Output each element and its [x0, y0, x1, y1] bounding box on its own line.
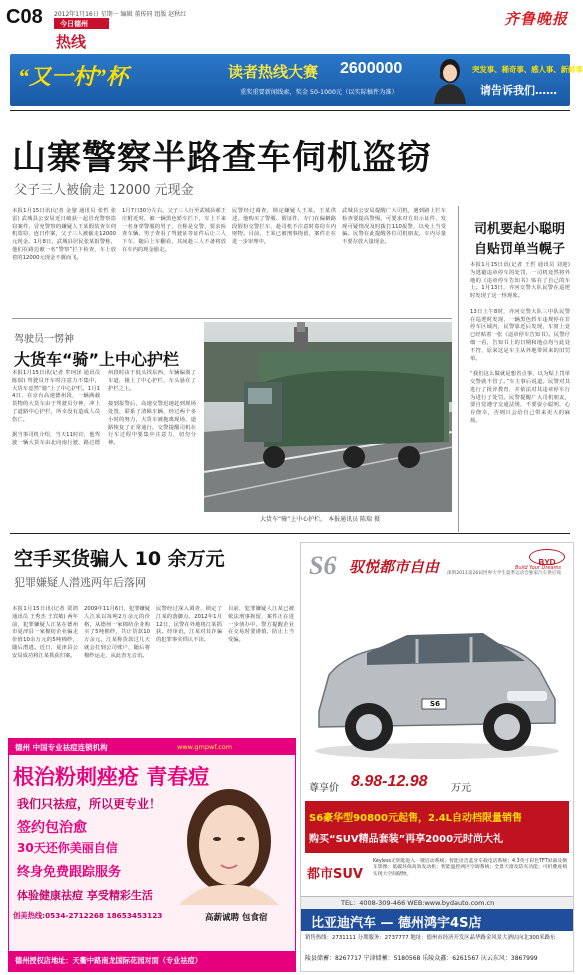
fraud-subhead: 犯罪嫌疑人潜逃两年后落网 — [14, 576, 146, 589]
car-plate: S6 — [430, 700, 440, 708]
car-hotline: TEL：4008-309-466 WEB:www.bydauto.com.cn — [341, 899, 495, 907]
banner-contest: 读者热线大赛 — [228, 63, 319, 81]
banner-prize: 2600000 — [340, 60, 403, 77]
operator-avatar — [430, 56, 470, 104]
lead-col3: 民警经过调查，锁定嫌疑人王某。王某供述，他购买了警服、假证件，专门在偏僻路段假扮交警拦车，趁司机不注意时盗窃车内财物。目前，王某已被刑事拘留，案件正在进一步审理中。 — [232, 208, 336, 246]
acne-slogan: 高薪诚聘 包食宿 — [205, 913, 268, 923]
masthead — [0, 0, 580, 52]
acne-phone: 创美热线:0534-2712268 18653453123 — [13, 911, 163, 920]
side-headline-1: 司机要起小聪明 — [474, 222, 566, 237]
truck-body: 本报1月15日讯(记者 牟珂泽 通讯员 陈瑞) 驾驶员开车时注意力不集中，大货车竟然“骑”上了中心护栏。1月14日，在京台高速德州段，一辆满载货物的大货车由于驾驶员分神，冲上了道路中心护栏，所幸没有造成人员伤亡。 据当事司机介绍，当天11时许，他驾驶一辆大货车由北向南行驶，路过德州段时由于低头找东西，车辆偏离了车道，撞上了中心护栏，车头悬在了护栏之上。 接到报警后，高速交警迅速赶到现场处置，联系了清障车辆，经过两个多小时的努力，大货车被拖离现场，道路恢复了正常通行。交警提醒司机在行车过程中要集中注意力，切勿分神。 — [12, 370, 196, 447]
banner-divider — [10, 110, 570, 111]
car-image — [307, 591, 567, 763]
acne-line2: 签约包治愈 — [17, 820, 87, 836]
banner-slogan: “又一村”杯 — [18, 64, 129, 89]
column-divider — [458, 206, 459, 532]
lead-col2: 1月7日30分左右，父子三人行至武城县郝王庄附近时，被一辆黑色轿车拦下，车上下来一名身穿警服的男子，自称是交警，要求检查车辆。男子查看了驾驶证等证件后让三人下车，随后上车翻看，其间趁三人不备将放在车内的现金偷走。 — [122, 208, 226, 253]
dealer-branches: 陵县储蓄：8267717 宁津储蓄：5180568 乐陵众鑫：6261567 庆云东风：3867999 — [305, 955, 538, 962]
truck-photo — [204, 322, 452, 512]
acne-address: 德州授权店地址：天衢中路南龙国际花园对面（专业祛痘） — [15, 956, 202, 965]
byd-slogan: Build Your Dreams — [515, 565, 562, 571]
banner-sub: 重奖重要新闻线索，奖金 50-1000元（以实际稿件为准） — [240, 89, 398, 96]
hotline-banner — [10, 54, 583, 106]
lead-col1: 本报1月15日讯(记者 金鋆 通讯员 张哲 张雷) 武城县公安局近日破获一起冒充警察盗窃案件，冒充警察的嫌疑人王某假装查车伺机盗窃，连日作案，父子三人被偷走12000元现金。1月8日，武城县居民张某报警称，他们在路边被一名“警察”拦下检查，车上放着的12000元现金不翼而飞。 — [12, 208, 116, 261]
acne-brand: 德州 中国专业祛痘连锁机构 — [15, 743, 108, 752]
brand-logo: 齐鲁晚报 — [504, 12, 569, 28]
car-tagline: 驭悦都市自由 — [349, 558, 440, 576]
acne-line3: 30天还你美丽自信 — [17, 841, 118, 855]
car-model: S6 — [309, 551, 337, 580]
dealer-info: 销售热线：2731111 分期服务：2737777 地址：德州市经济开发区晶华路金风景大酒店向北300米路东 — [305, 935, 556, 941]
suv-label: 都市SUV — [307, 867, 363, 882]
acne-model — [159, 785, 289, 905]
acne-big: 根治粉刺痤疮 青春痘 — [13, 765, 210, 789]
fraud-col4: 目前，犯罪嫌疑人江某已被依法刑事拘留，案件正在进一步侦办中。警方提醒企业在交易时要谨慎，防止上当受骗。 — [228, 606, 294, 644]
mid-rule — [10, 533, 570, 534]
universiade-text: 深圳2011第26届世界大学生夏季运动会独家汽车供应商 — [447, 571, 562, 576]
truck-photo-caption: 大货车“骑”上中心护栏。 本报通讯员 陈瑞 摄 — [260, 516, 380, 523]
offer-line1: S6豪华型90800元起售，2.4L自动档限量销售 — [309, 813, 523, 824]
acne-line4: 终身免费跟踪服务 — [17, 865, 122, 880]
acne-line1: 我们只祛痘，所以更专业！ — [17, 797, 162, 811]
truck-kicker: 驾驶员一愣神 — [14, 334, 74, 345]
acne-ad — [8, 738, 296, 972]
dealer-name: 比亚迪汽车 — 德州鸿宇4S店 — [311, 916, 482, 931]
price-range: 8.98-12.98 — [351, 773, 428, 790]
date-line: 2012年1月16日 星期一 编辑 董传同 组版 赵秋红 — [54, 11, 187, 18]
side-body: 本报1月15日讯(记者 王哲 通讯员 刘迎) 为逃避违章停车的处罚，一司机竟然将外地的《违章停车告知书》贴在了自己的车上。1月13日，齐河交警大队民警在巡逻时发现了这一怪现象。 13日上午8时，齐河交警大队三中队民警在巡逻时发现，一辆黑色轿车违规停在非停车区域内，民警靠近后发现，车窗上竟已经贴着一张《违章停车告知书》。民警仔细一看，告知书上的日期和地点均与此处不符，原来这是车主从外地带回来的旧罚单。 “我们这么做就是想省点事，以为贴上罚单交警就不管了。”车主事后说道。民警对其进行了批评教育，并依法对其违章停车行为进行了处罚。民警提醒广大司机朋友，要自觉遵守交通法规，不要耍小聪明，心存侥幸，否则只会给自己带来更大的麻烦。 — [470, 262, 570, 424]
price-prefix: 尊享价 — [309, 783, 339, 794]
offer-line2: 购买“SUV精品套装”再享2000元时尚大礼 — [309, 834, 504, 845]
lead-bottom-rule — [12, 318, 452, 319]
banner-right-line1: 突发事、稀奇事、感人事、新鲜事 — [472, 65, 583, 74]
banner-right-line2: 请告诉我们…… — [480, 84, 557, 97]
lead-subhead: 父子三人被偷走 12000 元现金 — [14, 183, 194, 198]
car-ad — [300, 542, 574, 972]
fraud-col1: 本报1月15日讯(记者 贾鸿 通讯员 王秀杰 王宾敏) 两年前，犯罪嫌疑人江某在德州市夏津县一家棉纺企业骗走价值10余万元的5吨棉纱，随后潜逃。近日，夏津县公安局成功将江某抓获归案。 — [12, 606, 80, 659]
acne-url: www.gmpwf.com — [177, 743, 233, 751]
lead-col4: 武城县公安局提醒广大司机，遇到路上拦车检查要提高警惕，可要求对方出示证件，发现可疑情况及时拨打110报警，以免上当受骗。民警在此提醒各位司机朋友，车内尽量不要存放大量现金。 — [342, 208, 446, 246]
fraud-col3: 民警经过深入调查，锁定了江某的落脚点。2012年1月12日，民警在外地将江某抓获。经审讯，江某对其诈骗的犯罪事实供认不讳。 — [156, 606, 222, 644]
acne-line5: 体验健康祛痘 享受精彩生活 — [17, 889, 153, 902]
price-unit: 万元 — [451, 783, 471, 794]
side-headline-2: 自贴罚单当幌子 — [474, 242, 566, 257]
fraud-col2: 2009年11月6日，犯罪嫌疑人江某以每吨2万余元的价格，从德州一家棉纺企业购买了5吨棉纱，共计货款10万余元。江某称货款过几天就会打到公司账户，随后将棉纱运走，从此杳无音讯。 — [84, 606, 150, 659]
lead-headline: 山寨警察半路查车伺机盗窃 — [12, 138, 432, 178]
byd-logo — [529, 549, 565, 565]
car-features: Keyless无钥匙进入一键启动系统；智能语音蓝牙车载电话系统；4.3英寸彩色TFT屏幕及倒车影像；低碳环保高效发动机；智能温控两区空调系统；全景天窗及防夹功能；可折叠座椅实现大空间储物。 — [373, 859, 567, 877]
truck-headline: 大货车“骑”上中心护栏 — [14, 350, 180, 369]
fraud-headline: 空手买货骗人 10 余万元 — [14, 548, 225, 570]
byd-label: BYD — [538, 558, 556, 567]
page-code: C08 — [6, 6, 43, 28]
section-main: 热线 — [56, 34, 87, 51]
section-sub: 今日德州 — [60, 20, 88, 28]
